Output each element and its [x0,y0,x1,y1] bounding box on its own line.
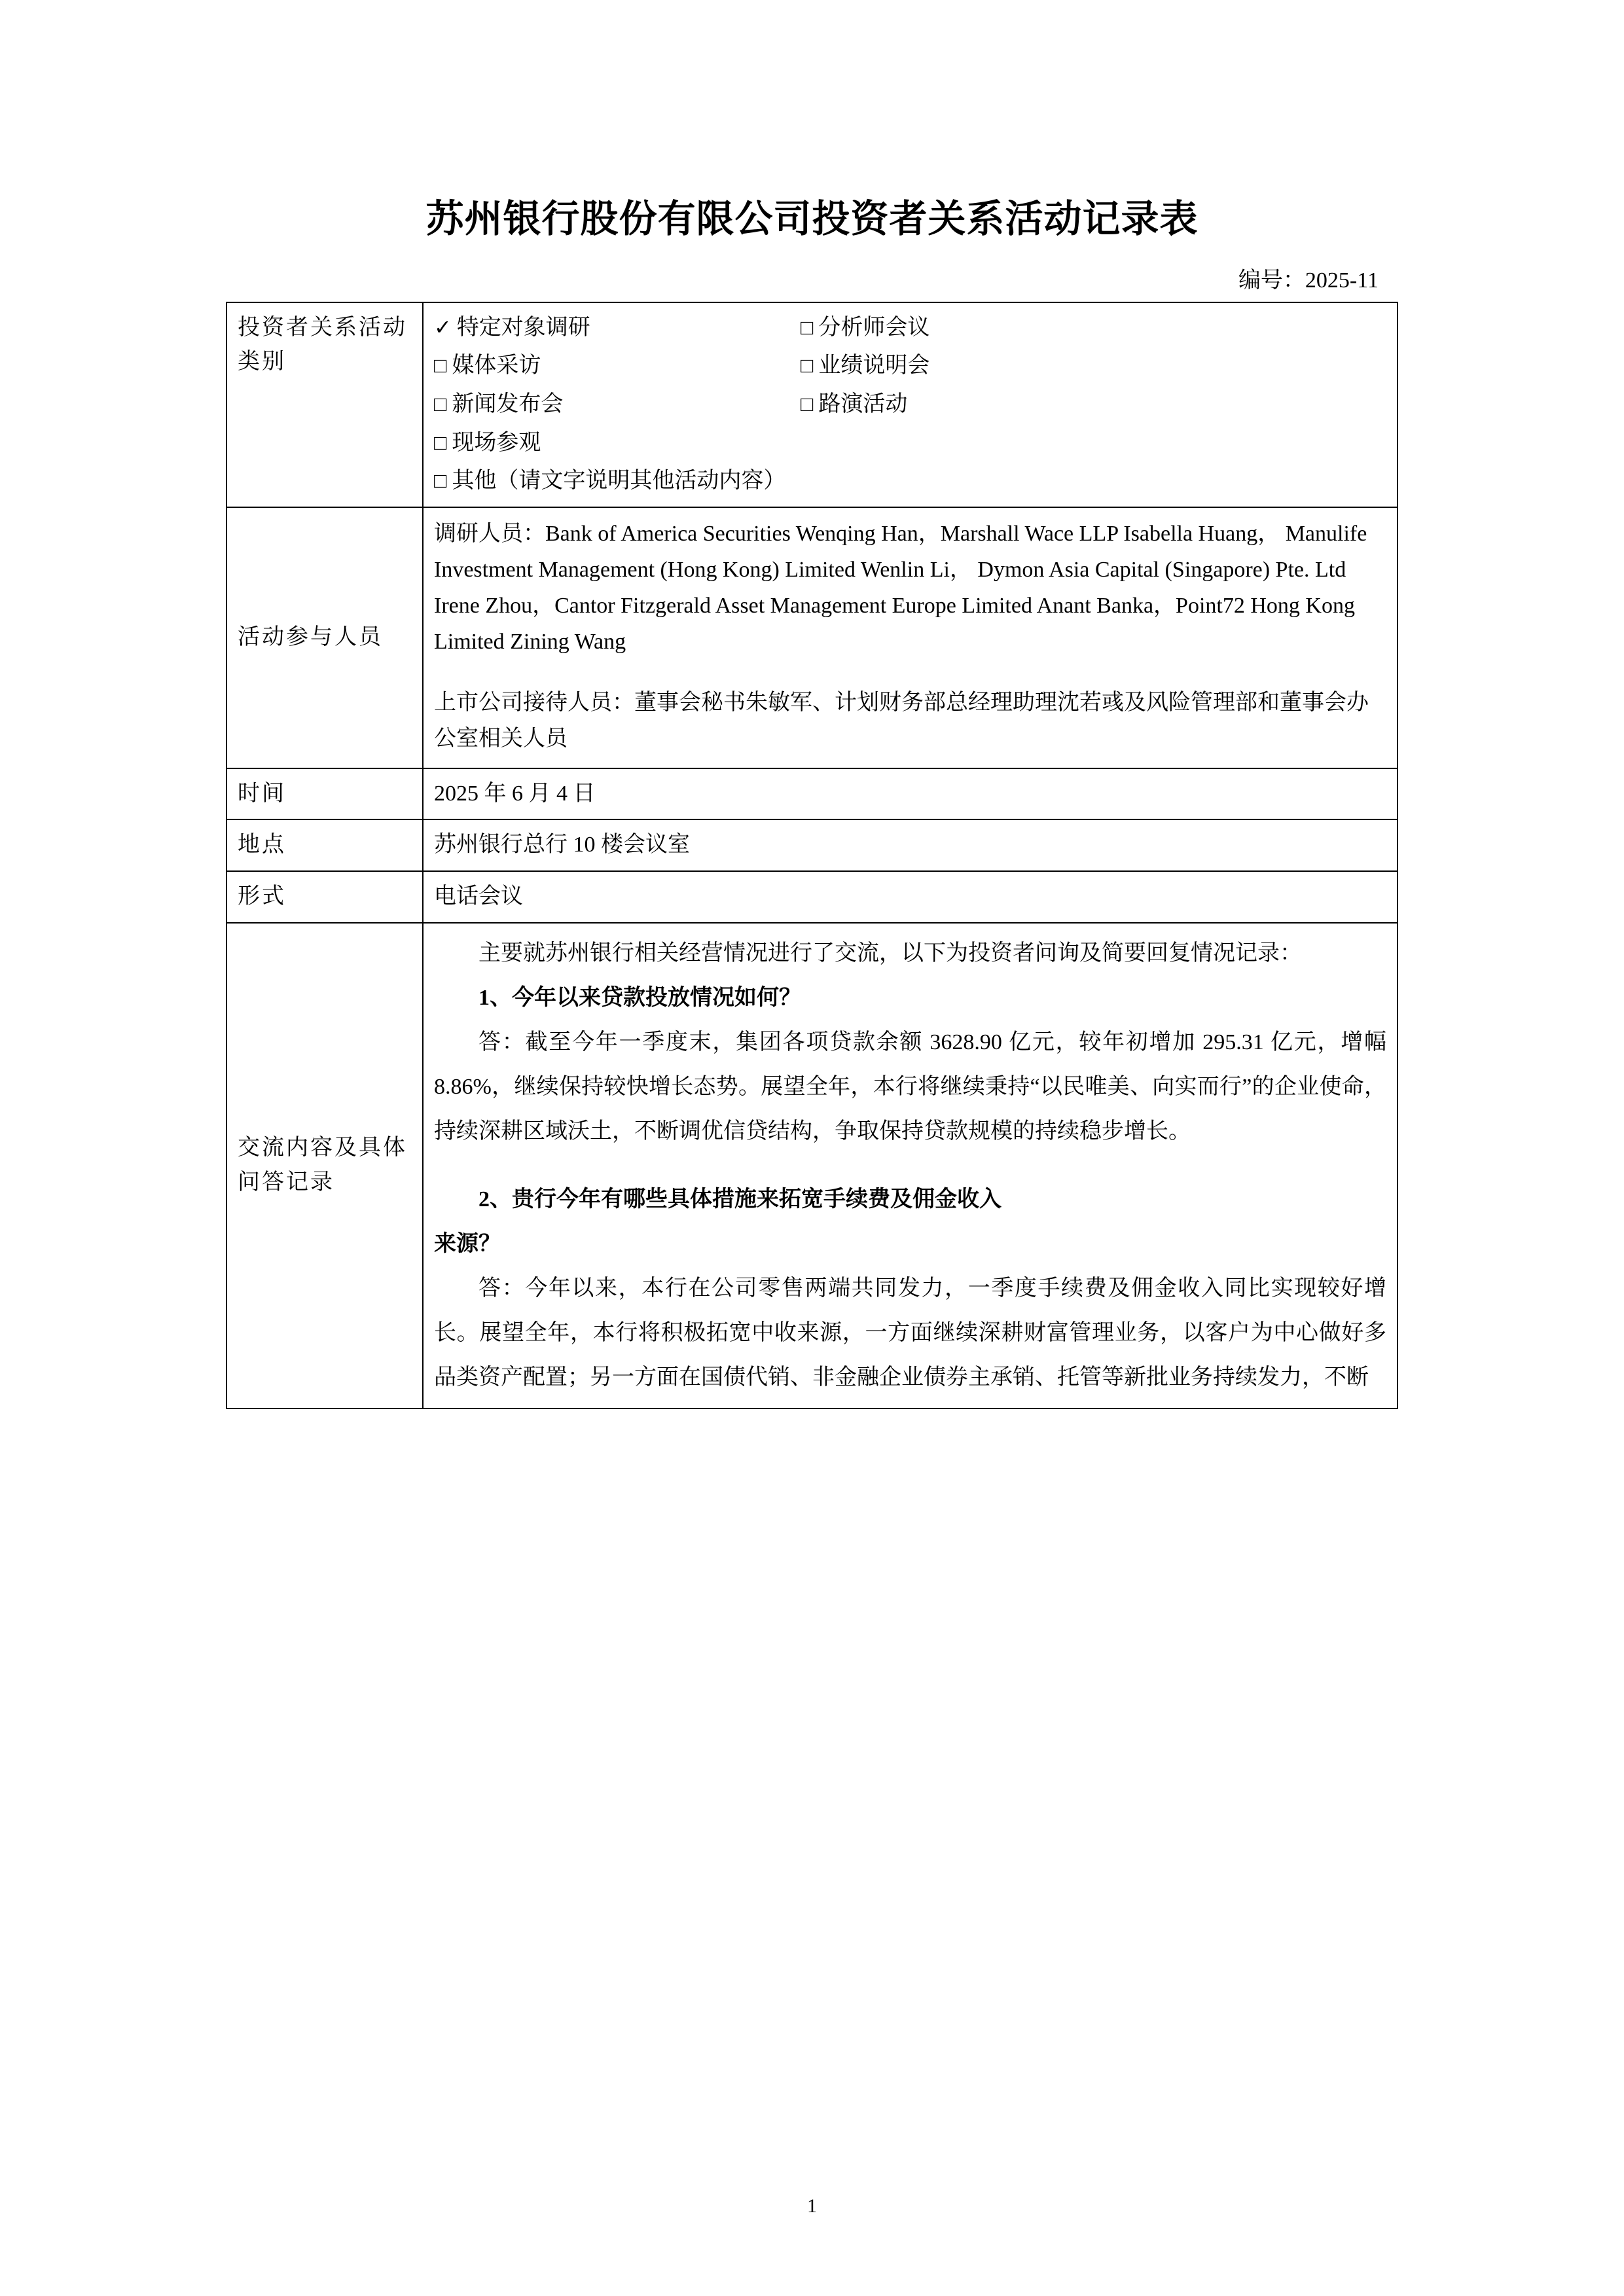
table-row-form [226,871,1398,923]
activity-type-label-text: 投资者关系活动类别 [238,315,407,374]
page-number: 1 [807,2195,817,2217]
checkbox-icon: □ [434,391,447,416]
checkbox-label: 新闻发布会 [452,391,564,416]
checkbox-option-analyst-meeting[interactable] [801,311,1386,346]
checkbox-icon: □ [434,430,447,454]
checkbox-option-press-conference[interactable] [434,387,801,422]
paragraph-spacer [434,1154,1386,1177]
table-row-participants [226,507,1398,768]
activity-type-label [226,302,423,507]
checkbox-label: 分析师会议 [818,315,930,340]
table-row-activity-type [226,302,1398,507]
form-label-text: 形式 [238,884,286,908]
time-label [226,768,423,820]
participants-hosts: 上市公司接待人员：董事会秘书朱敏军、计划财务部总经理助理沈若彧及风险管理部和董事会办公室相关人员 [434,691,1369,751]
checkbox-icon: □ [434,353,447,378]
checkbox-label: 现场参观 [452,430,541,455]
checkbox-icon: □ [434,469,447,493]
activity-type-options [423,302,1398,507]
place-label-text: 地点 [238,833,286,857]
participants-value [423,507,1398,768]
place-value: 苏州银行总行 10 楼会议室 [423,819,1398,871]
content-question-2-line2: 来源？ [434,1231,501,1256]
form-label [226,871,423,923]
checkbox-label: 媒体采访 [452,353,541,378]
content-label [226,923,423,1408]
checkbox-option-roadshow[interactable] [801,387,1386,422]
checkbox-icon: □ [801,391,814,416]
checkbox-option-other[interactable] [434,464,1386,499]
form-value: 电话会议 [423,871,1398,923]
participants-researchers: 调研人员：Bank of America Securities Wenqing Han，Marshall Wace LLP Isabella Huang， Manulife Investment Management (Hong Kong) Limited Wenlin Li， Dymon Asia Capital (Singapore) Pte. Ltd Irene Zhou，Cantor Fitzgerald Asset Management Europe Limited Anant Banka，Point72 Hong Kong Limited Zining Wang [434,522,1367,655]
document-number: 编号：2025-11 [1238,268,1379,293]
time-label-text: 时间 [238,781,286,806]
participants-label-text: 活动参与人员 [238,624,383,649]
content-question-1: 1、今年以来贷款投放情况如何？ [478,985,801,1010]
content-answer-1: 答：截至今年一季度末，集团各项贷款余额 3628.90 亿元，较年初增加 295.31 亿元，增幅 8.86%，继续保持较快增长态势。展望全年，本行将继续秉持“以民唯美、向实而行”的企业使命，持续深耕区域沃土，不断调优信贷结构，争取保持贷款规模的持续稳步增长。 [434,1030,1386,1143]
place-label [226,819,423,871]
checkbox-label: 路演活动 [818,391,908,416]
content-intro: 主要就苏州银行相关经营情况进行了交流，以下为投资者问询及简要回复情况记录： [478,941,1302,965]
participants-label [226,507,423,768]
content-label-text: 交流内容及具体问答记录 [238,1135,407,1194]
content-question-2-line1: 2、贵行今年有哪些具体措施来拓宽手续费及佣金收入 [478,1187,1001,1211]
paragraph-spacer [434,662,1386,685]
checked-icon: ✓ [434,315,452,339]
checkbox-option-earnings-briefing[interactable] [801,349,1386,384]
content-value [423,923,1398,1408]
checkbox-option-site-visit[interactable] [434,426,1386,461]
table-row-content [226,923,1398,1408]
checkbox-label: 业绩说明会 [818,353,930,378]
checkbox-option-specific-research[interactable] [434,311,801,346]
checkbox-label: 其他（请文字说明其他活动内容） [452,469,786,493]
record-table [226,302,1398,1409]
content-answer-2: 答：今年以来，本行在公司零售两端共同发力，一季度手续费及佣金收入同比实现较好增长。展望全年，本行将积极拓宽中收来源，一方面继续深耕财富管理业务，以客户为中心做好多品类资产配置；另一方面在国债代销、非金融企业债券主承销、托管等新批业务持续发力，不断 [434,1276,1386,1390]
table-row-place [226,819,1398,871]
checkbox-label: 特定对象调研 [456,315,590,340]
page-title: 苏州银行股份有限公司投资者关系活动记录表 [425,198,1199,240]
checkbox-icon: □ [801,353,814,378]
table-row-time [226,768,1398,820]
time-value: 2025 年 6 月 4 日 [423,768,1398,820]
checkbox-icon: □ [801,315,814,339]
checkbox-option-media-interview[interactable] [434,349,801,384]
